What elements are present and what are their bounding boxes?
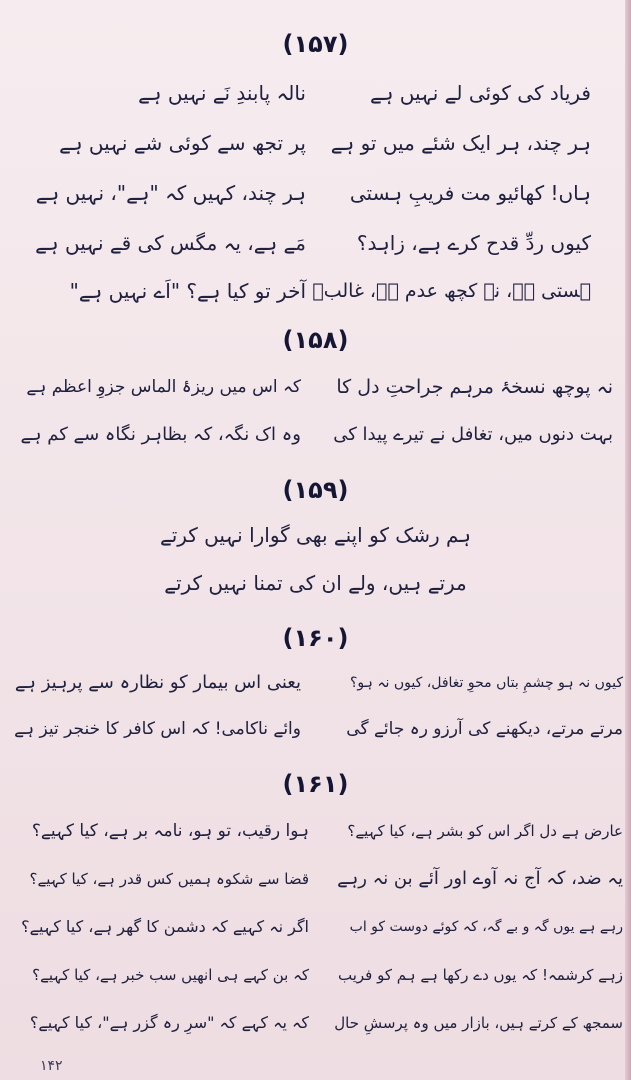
verse-second-line: ہوا رقیب، تو ہو، نامہ بر ہے، کیا کہیے؟ bbox=[31, 821, 309, 841]
verse-first-line: زہے کرشمہ! کہ یوں دے رکھا ہے ہم کو فریب bbox=[338, 966, 623, 984]
verse-second-line: قضا سے شکوہ ہمیں کس قدر ہے، کیا کہیے؟ bbox=[29, 870, 309, 888]
verse-second-line: ہر چند، کہیں کہ "ہے"، نہیں ہے bbox=[35, 181, 306, 205]
verse-second-line: وہ اک نگہ، کہ بظاہر نگاہ سے کم ہے bbox=[20, 424, 301, 445]
section-number: (۱۶۰) bbox=[282, 624, 349, 652]
verse-second-line: کہ اس میں ریزۂ الماس جزوِ اعظم ہے bbox=[26, 377, 301, 397]
verse-first-line: ہستی ہے، نہ کچھ عدم ہے، غالبؔ bbox=[312, 280, 591, 302]
verse-first-line: کیوں ردِّ قدح کرے ہے، زاہد؟ bbox=[356, 231, 591, 255]
verse-second-line: وائے ناکامی! کہ اس کافر کا خنجر تیز ہے bbox=[14, 719, 301, 739]
verse-first-line: ہر چند، ہر ایک شئے میں تو ہے bbox=[330, 131, 591, 155]
page-number: ۱۴۲ bbox=[40, 1058, 63, 1074]
verse-second-line: نالہ پابندِ نَے نہیں ہے bbox=[138, 81, 306, 105]
verse-second-line: کہ بن کہے ہی انھیں سب خبر ہے، کیا کہیے؟ bbox=[32, 966, 309, 984]
verse-first-line: فریاد کی کوئی لے نہیں ہے bbox=[369, 81, 591, 105]
section-number: (۱۵۹) bbox=[282, 476, 349, 504]
section-number: (۱۶۱) bbox=[282, 770, 349, 798]
verse-first-line: ہم رشک کو اپنے بھی گوارا نہیں کرتے bbox=[159, 523, 472, 547]
verse-second-line: مَے ہے، یہ مگس کی قے نہیں ہے bbox=[35, 231, 306, 255]
verse-first-line: رہے ہے یوں گہ و بے گہ، کہ کوئے دوست کو اب bbox=[349, 919, 623, 935]
verse-second-line: اگر نہ کہیے کہ دشمن کا گھر ہے، کیا کہیے؟ bbox=[21, 917, 309, 936]
section-number: (۱۵۷) bbox=[282, 30, 349, 58]
verse-first-line: مرتے مرتے، دیکھنے کی آرزو رہ جائے گی bbox=[346, 719, 623, 739]
verse-first-line: ہاں! کھائیو مت فریبِ ہستی bbox=[349, 181, 591, 205]
verse-second-line: کہ یہ کہے کہ "سرِ رہ گزر ہے"، کیا کہیے؟ bbox=[29, 1013, 309, 1032]
section-number: (۱۵۸) bbox=[282, 326, 349, 354]
verse-second-line: یعنی اس بیمار کو نظارہ سے پرہیز ہے bbox=[14, 672, 301, 693]
verse-second-line: پر تجھ سے کوئی شے نہیں ہے bbox=[59, 131, 306, 155]
verse-first-line: یہ ضد، کہ آج نہ آوے اور آئے بن نہ رہے bbox=[337, 868, 623, 889]
verse-first-line: عارض ہے دل اگر اس کو بشر ہے، کیا کہیے؟ bbox=[347, 822, 623, 840]
verse-second-line: مرتے ہیں، ولے ان کی تمنا نہیں کرتے bbox=[164, 571, 467, 595]
verse-first-line: بہت دنوں میں، تغافل نے تیرے پیدا کی bbox=[333, 424, 613, 445]
verse-first-line: سمجھ کے کرتے ہیں، بازار میں وہ پرسشِ حال bbox=[334, 1014, 623, 1032]
verse-first-line: نہ پوچھ نسخۂ مرہم جراحتِ دل کا bbox=[336, 376, 613, 398]
verse-first-line: کیوں نہ ہو چشمِ بتاں محوِ تغافل، کیوں نہ ہو؟ bbox=[350, 675, 623, 691]
verse-second-line: آخر تو کیا ہے؟ "اَے نہیں ہے" bbox=[69, 279, 306, 303]
